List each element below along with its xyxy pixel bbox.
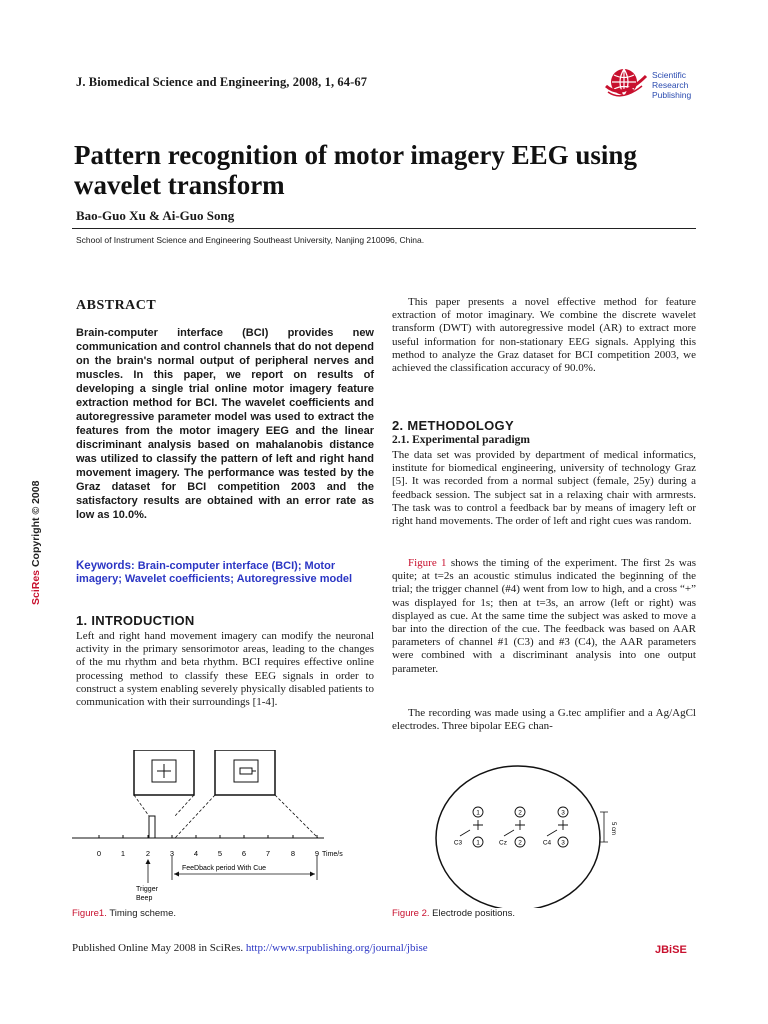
abstract-heading: ABSTRACT xyxy=(76,298,157,313)
tick-label: 5 xyxy=(217,849,223,858)
electrode-top-1: 1 xyxy=(476,809,480,817)
tick-label: 9 xyxy=(314,849,320,858)
electrode-label-c3: C3 xyxy=(453,839,463,847)
introduction-text: Left and right hand movement imagery can modify the neuronal activity in the primary sensorimotor areas, leading to the changes of the mu rhythm and beta rhythm. BCI requires effective online processing method to classify these EEG signals in order to construct a system enabling severely physically disabled patients to communication with their surroundings [1-4]. xyxy=(76,630,374,709)
footer-journal-abbrev: JBiSE xyxy=(655,944,687,956)
trigger-arrow-icon xyxy=(146,859,151,864)
copyright-text: Copyright © 2008 xyxy=(30,480,42,570)
methodology-heading: 2. METHODOLOGY xyxy=(392,418,514,433)
side-copyright xyxy=(24,445,54,625)
keywords-label: Keywords xyxy=(76,560,131,572)
electrode-bottom-3: 3 xyxy=(561,839,565,847)
tick-label: 2 xyxy=(145,849,151,858)
tick-label: 6 xyxy=(241,849,247,858)
paper-title: Pattern recognition of motor imagery EEG using wavelet transform xyxy=(74,140,637,200)
keywords-sep: : xyxy=(130,560,135,572)
right-paragraph-3: Figure 1 shows the timing of the experiment. The first 2s was quite; at t=2s an acoustic stimulus indicated the beginning of the trial; the trigger channel (#4) went from low to high, and a cross “+” was displayed for 1s; then at t=3s, an arrow (left or right) was displayed as cue. At the same time the subject was asked to move a bar into the direction of the cue. The feedback was based on AAR parameters of channel #1 (C3) and #3 (C4), the AAR parameters were combined with a discriminant analysis into one output parameter. xyxy=(392,557,696,675)
feedback-period-label: FeeDback period With Cue xyxy=(182,865,267,872)
authors: Bao-Guo Xu & Ai-Guo Song xyxy=(76,208,235,223)
journal-url-link[interactable]: http://www.srpublishing.org/journal/jbise xyxy=(245,942,428,954)
electrode-bottom-2: 2 xyxy=(518,839,522,847)
globe-logo-icon xyxy=(604,64,650,104)
introduction-heading: 1. INTRODUCTION xyxy=(76,613,195,628)
sciRes-brand: SciRes xyxy=(30,569,42,605)
time-unit-label: Time/s xyxy=(322,851,343,858)
figure-1-caption: Figure1. Timing scheme. xyxy=(72,908,177,919)
publisher-logo xyxy=(604,64,704,104)
tick-label: 3 xyxy=(169,849,175,858)
right-paragraph-1: This paper presents a novel effective method for feature extraction of motor imaginary. We combine the discrete wavelet transform (DWT) with autoregressive model (AR) to extract more useful information for non-stationary EEG signals. Applying this method to analyze the Graz dataset for BCI competition 2003, we achieved the classification accuracy of 90.0%. xyxy=(392,296,696,375)
figure-1-reference[interactable]: Figure 1 xyxy=(408,557,447,569)
journal-citation: J. Biomedical Science and Engineering, 2008, 1, 64-67 xyxy=(76,75,368,89)
beep-label: Beep xyxy=(136,895,153,902)
affiliation: School of Instrument Science and Engineering Southeast University, Nanjing 210096, China. xyxy=(76,235,425,245)
electrode-label-c4: C4 xyxy=(542,839,552,847)
electrode-top-2: 2 xyxy=(518,809,522,817)
paradigm-heading: 2.1. Experimental paradigm xyxy=(392,434,530,446)
abstract-text: Brain-computer interface (BCI) provides new communication and control channels that do not depend on the brain's normal output of peripheral nerves and muscles. In this paper, we report on results of developing a single trial online motor imagery feature extraction method for BCI. The wavelet coefficients and autoregressive parameter model was used to extract the features from the motor imagery EEG and the linear discriminant analysis based on mahalanobis distance was utilized to classify the pattern of left and right hand movement imagery. The performance was tested by the Graz dataset for BCI competition 2003 and the satisfactory results are obtained with an error rate as low as 10.0%. xyxy=(76,327,374,521)
electrode-bottom-1: 1 xyxy=(476,839,480,847)
right-paragraph-2: The data set was provided by department of medical informatics, institute for biomedical engineering, university of technology Graz [5]. It was recorded from a normal subject (female, 25y) during a feedback session. The subject sat in a relaxing chair with armrests. The task was to control a feedback bar by means of imagery left or right hand movements. The order of left and right cues was random. xyxy=(392,449,696,528)
footer: Published Online May 2008 in SciRes. http://www.srpublishing.org/journal/jbise xyxy=(72,942,428,954)
figure-1-timing-scheme xyxy=(72,750,372,910)
figure-2-caption: Figure 2. Electrode positions. xyxy=(392,908,516,919)
right-paragraph-4: The recording was made using a G.tec amplifier and a Ag/AgCl electrodes. Three bipolar EEG chan- xyxy=(392,707,696,733)
electrode-label-cz: Cz xyxy=(499,839,507,847)
tick-label: 7 xyxy=(265,849,271,858)
figure-2-electrode-positions xyxy=(400,758,640,908)
arrow-cue-icon xyxy=(240,768,252,774)
title-rule xyxy=(72,228,696,229)
tick-label: 1 xyxy=(120,849,126,858)
tick-label: 8 xyxy=(290,849,296,858)
trigger-label: Trigger xyxy=(136,886,158,893)
scale-label: 5 cm xyxy=(610,822,616,836)
keywords xyxy=(76,560,374,586)
publisher-name: Scientific Research Publishing xyxy=(652,70,692,100)
electrode-top-3: 3 xyxy=(561,809,565,817)
tick-label: 0 xyxy=(96,849,102,858)
arrow-screen xyxy=(215,750,275,795)
keywords-text: Brain-computer interface (BCI); Motor imagery; Wavelet coefficients; Autoregressive model xyxy=(76,560,353,585)
tick-label: 4 xyxy=(193,849,199,858)
